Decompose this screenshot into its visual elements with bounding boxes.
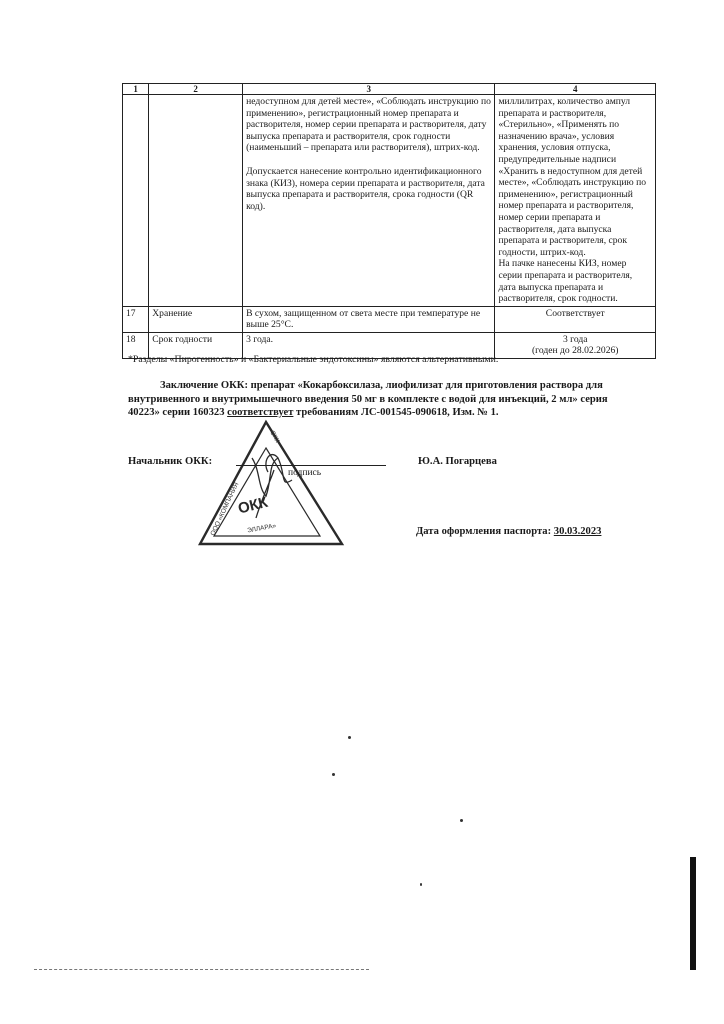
- signature-caption: подпись: [288, 468, 322, 478]
- result-sub: (годен до 28.02.2026): [531, 345, 619, 357]
- okk-head-name: Ю.А. Погарцева: [418, 456, 497, 467]
- row-number-cell: 17: [123, 306, 149, 332]
- conclusion-text: Заключение ОКК: препарат «Кокарбоксилаза, лиофилизат для приготовления раствора для внутривенного и внутримышечного введения 50 мг в комплекте с водой для инъекций, 2 мл» серия 40223» серии 160323: [128, 380, 608, 418]
- header-col-1: 1: [123, 84, 149, 95]
- conclusion: [128, 379, 618, 420]
- okk-head-label: Начальник ОКК:: [128, 456, 213, 467]
- header-col-3: 3: [243, 84, 495, 95]
- row-name-cell: Срок годности: [149, 332, 243, 358]
- footnote: *Разделы «Пирогенность» и «Бактериальные эндотоксины» являются альтернативными.: [128, 354, 499, 365]
- row-number-cell: 18: [123, 332, 149, 358]
- conclusion-verdict: соответствует: [227, 407, 294, 418]
- result-cell: Соответствует: [495, 306, 656, 332]
- header-col-4: 4: [495, 84, 656, 95]
- result-main: 3 года: [562, 333, 588, 345]
- result-paragraph: На пачке нанесены КИЗ, номер серии препарата и растворителя, дата выпуска препарата и растворителя, срок годности.: [498, 258, 633, 305]
- scan-speck: [460, 819, 463, 822]
- row-name-cell: [149, 95, 243, 307]
- issue-date-value: 30.03.2023: [553, 526, 602, 537]
- header-col-2: 2: [149, 84, 243, 95]
- result-paragraph: миллилитрах, количество ампул препарата и растворителя, «Стерильно», «Применять по назначению врача», условия хранения, условия отпуска, предупредительные надписи «Хранить в недоступном для детей месте», «Соблюдать инструкцию по применению», регистрационный номер препарата и растворителя, номер серии препарата и растворителя, дата выпуска препарата и растворителя, срок годности, штрих-код.: [498, 96, 647, 258]
- okk-stamp: [196, 418, 346, 550]
- result-cell: [495, 95, 656, 307]
- conclusion-text-end: требованиям ЛС-001545-090618, Изм. № 1.: [293, 407, 499, 418]
- result-cell: [495, 332, 656, 358]
- stamp-ring-text-left: ООО «КОМПАНИЯ: [209, 481, 241, 537]
- stamp-ring-text-bottom: ЭЛЛАРА»: [246, 522, 277, 535]
- table-row-continued: [123, 95, 656, 307]
- requirement-cell: [243, 95, 495, 307]
- scan-edge-bar: [690, 857, 696, 970]
- requirement-cell: В сухом, защищенном от света месте при температуре не выше 25°С.: [243, 306, 495, 332]
- stamp-ring-text-right: ОКК: [268, 429, 281, 445]
- table-header-row: [123, 84, 656, 95]
- requirement-paragraph: недоступном для детей месте», «Соблюдать инструкцию по применению», регистрационный номер препарата и растворителя, номер серии препарата и растворителя, дату выпуска препарата и растворителя, срок годности (наименьший – препарата или растворителя), штрих-код.: [246, 96, 491, 154]
- row-name-cell: Хранение: [149, 306, 243, 332]
- spec-table: [122, 83, 656, 359]
- requirement-cell: 3 года.: [243, 332, 495, 358]
- scan-speck: [348, 736, 351, 739]
- issue-date-line: [416, 526, 601, 537]
- scan-speck: [420, 883, 422, 886]
- row-number-cell: [123, 95, 149, 307]
- table-row-storage: [123, 306, 656, 332]
- requirement-paragraph: Допускается нанесение контрольно идентификационного знака (КИЗ), номера серии препарата и растворителя, дата выпуска препарата и растворителя, срока годности (QR код).: [246, 165, 485, 212]
- issue-date-label: Дата оформления паспорта:: [416, 526, 554, 537]
- signature-line: [236, 465, 386, 466]
- stamp-title: ОКК: [236, 493, 270, 518]
- scan-speck: [332, 773, 335, 776]
- scan-bottom-line: [34, 969, 369, 970]
